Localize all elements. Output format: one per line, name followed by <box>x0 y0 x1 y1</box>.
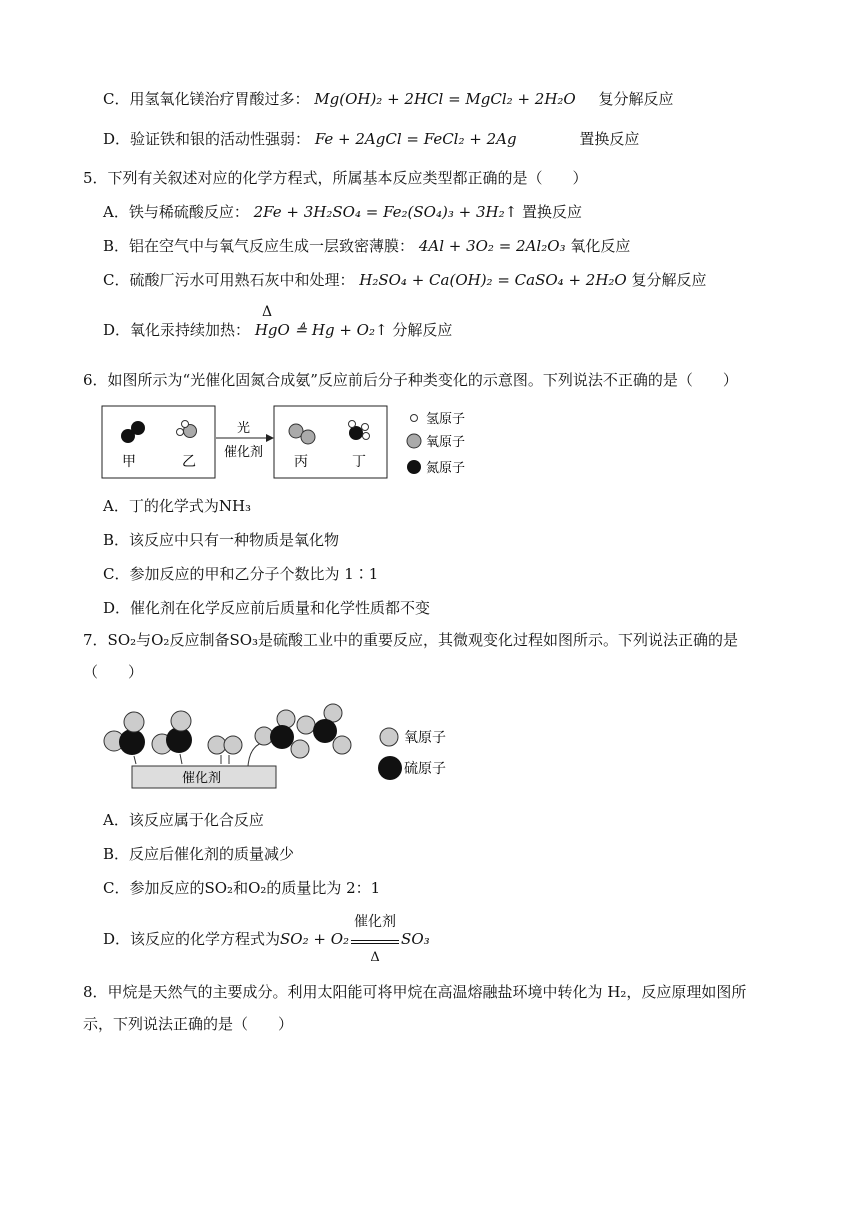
q6-product-box <box>274 406 387 478</box>
q4-option-d-label: D．验证铁和银的活动性强弱： <box>103 130 311 148</box>
q5-option-a-label: A．铁与稀硫酸反应： <box>103 203 249 221</box>
q6-legend-oxygen: 氧原子 <box>426 435 466 450</box>
q4-option-d <box>103 129 639 149</box>
q7-so2-molecule <box>104 712 145 755</box>
q6-arrow-bottom: 催化剂 <box>224 445 264 460</box>
q7-option-b: B．反应后催化剂的质量减少 <box>103 845 295 863</box>
q6-figure <box>100 402 480 482</box>
q7-legend-sulfur-icon <box>378 756 402 780</box>
q6-legend-nitrogen-icon <box>407 460 421 474</box>
q7-option-c: C．参加反应的SO₂和O₂的质量比为 2：1 <box>103 879 381 897</box>
q4-option-c-label: C．用氢氧化镁治疗胃酸过多： <box>103 90 310 108</box>
q5-option-b-label: B．铝在空气中与氧气反应生成一层致密薄膜： <box>103 237 415 255</box>
q7-condition-bottom: Δ <box>370 950 380 965</box>
q4-option-d-type: 置换反应 <box>579 130 640 148</box>
q4-option-d-formula: Fe + 2AgCl = FeCl₂ + 2Ag <box>314 130 517 148</box>
q5-option-c <box>103 270 707 290</box>
q5-option-a <box>103 202 582 222</box>
q6-molecule-ding <box>349 421 370 441</box>
q6-stem: 6．如图所示为“光催化固氮合成氨”反应前后分子种类变化的示意图。下列说法不正确的是（ ） <box>83 371 738 389</box>
q7-legend-oxygen-icon <box>380 728 398 746</box>
q6-label-yi: 乙 <box>182 454 196 470</box>
q5-option-d-type: 分解反应 <box>392 321 453 339</box>
q6-legend-nitrogen: 氮原子 <box>426 461 466 476</box>
q5-option-d-condition: Δ <box>262 304 273 320</box>
q6-option-b: B．该反应中只有一种物质是氧化物 <box>103 531 340 549</box>
q7-stem-line1: 7．SO₂与O₂反应制备SO₃是硫酸工业中的重要反应，其微观变化过程如图所示。下列说法正确的是 <box>83 631 739 649</box>
q8-stem-line2: 示，下列说法正确的是（ ） <box>83 1015 294 1033</box>
q5-option-b <box>103 236 630 256</box>
q7-condition-top: 催化剂 <box>354 914 397 930</box>
q7-legend-oxygen: 氧原子 <box>404 730 446 746</box>
q6-label-ding: 丁 <box>352 454 366 470</box>
q5-option-c-type: 复分解反应 <box>631 271 707 289</box>
q6-legend-hydrogen-icon <box>411 415 418 422</box>
q6-molecule-bing <box>289 424 315 444</box>
q6-label-jia: 甲 <box>122 454 136 470</box>
q6-option-d: D．催化剂在化学反应前后质量和化学性质都不变 <box>103 599 431 617</box>
q5-option-c-label: C．硫酸厂污水可用熟石灰中和处理： <box>103 271 355 289</box>
q5-option-a-formula: 2Fe + 3H₂SO₄ = Fe₂(SO₄)₃ + 3H₂↑ <box>253 203 518 221</box>
q5-option-c-formula: H₂SO₄ + Ca(OH)₂ = CaSO₄ + 2H₂O <box>359 271 627 289</box>
q8-stem-line1: 8．甲烷是天然气的主要成分。利用太阳能可将甲烷在高温熔融盐环境中转化为 H₂，反应原理如图所 <box>83 983 747 1001</box>
q7-option-d <box>103 914 430 965</box>
q7-option-d-condition <box>349 914 401 965</box>
q4-option-c <box>103 89 674 109</box>
q5-option-b-type: 氧化反应 <box>570 237 631 255</box>
q6-molecule-jia <box>121 421 145 443</box>
q6-option-c: C．参加反应的甲和乙分子个数比为 1∶1 <box>103 565 379 583</box>
q5-option-d <box>103 320 452 340</box>
q7-option-d-label: D．该反应的化学方程式为 <box>103 930 281 948</box>
q7-catalyst-label: 催化剂 <box>182 771 222 786</box>
q7-option-d-formula-left: SO₂ + O₂ <box>280 930 350 948</box>
q5-option-a-type: 置换反应 <box>521 203 582 221</box>
q6-legend-hydrogen: 氢原子 <box>426 412 466 427</box>
q4-option-c-type: 复分解反应 <box>598 90 674 108</box>
q7-o2-molecule <box>208 736 242 754</box>
q5-stem: 5．下列有关叙述对应的化学方程式，所属基本反应类型都正确的是（ ） <box>83 169 588 187</box>
q6-arrow-top: 光 <box>237 421 251 436</box>
q6-option-a: A．丁的化学式为NH₃ <box>103 497 252 515</box>
q7-legend-sulfur: 硫原子 <box>404 761 446 777</box>
q5-option-b-formula: 4Al + 3O₂ = 2Al₂O₃ <box>418 237 566 255</box>
q7-so2-molecule <box>152 711 192 754</box>
q7-stem-line2: （ ） <box>83 663 144 681</box>
q6-reactant-box <box>102 406 215 478</box>
q7-option-a: A．该反应属于化合反应 <box>103 811 264 829</box>
q6-label-bing: 丙 <box>294 454 308 470</box>
q6-legend-oxygen-icon <box>407 434 421 448</box>
q7-option-d-formula-right: SO₃ <box>401 930 430 948</box>
q5-option-d-formula: HgO ≜ Hg + O₂↑ <box>254 321 388 339</box>
q5-option-d-label: D．氧化汞持续加热： <box>103 321 251 339</box>
q7-figure <box>96 700 466 794</box>
q6-arrow-head <box>266 434 274 442</box>
q7-curved-arrow <box>248 742 266 766</box>
q6-molecule-yi <box>177 421 197 438</box>
q4-option-c-formula: Mg(OH)₂ + 2HCl = MgCl₂ + 2H₂O <box>314 90 576 108</box>
